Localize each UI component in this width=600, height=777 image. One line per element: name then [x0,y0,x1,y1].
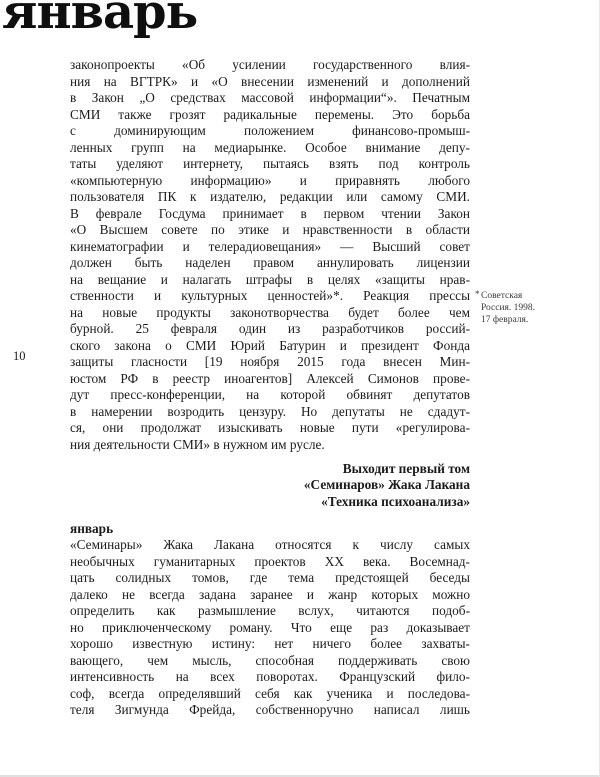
footnote-margin-note [475,289,569,326]
text-line: ственности и культурных ценностей»*. Реакция прессы [70,288,470,303]
month-subheading: январь [70,520,114,536]
text-line: «компьютерную информацию» и приравнять любого [70,172,470,188]
text-line: должен быть наделен правом аннулировать лицензии [70,255,470,270]
caption-line: «Техника психоанализа» [321,493,470,509]
text-line: законопроекты «Об усилении государственного влия- [70,57,470,72]
text-line: с доминирующим положением финансово-промыш- [70,123,470,138]
text-line: хорошо известную истину: нет ничего более захваты- [70,636,470,652]
text-line: таты уделяют интернету, пытаясь взять под контроль [70,156,470,171]
text-line: далеко не всегда задана заранее и жанр которых можно [70,586,470,602]
text-line: ского закона о СМИ Юрий Батурин и президент Фонда [70,337,470,353]
text-line: бурной. 25 февраля один из разработчиков россий- [70,321,470,336]
text-line: в Закон „О средствах массовой информации“». Печатным [70,90,470,105]
text-line: теля Зигмунда Фрейда, собственноручно написал лишь [70,702,470,718]
text-column [70,57,470,719]
text-line: В феврале Госдума принимает в первом чтении Закон [70,205,470,221]
text-line: защиты гласности [19 ноября 2015 года внесен Мин- [70,354,470,369]
text-line: интенсивность на всех поворотах. Французский фило- [70,669,470,685]
page-number: 10 [13,349,26,363]
text-line: дут пресс-конференции, на которой обвинят депутатов [70,387,470,402]
text-line: ния деятельности СМИ» в нужном им русле. [70,436,325,452]
margin-note-line: Россия. 1998. [481,302,536,313]
caption-line: «Семинаров» Жака Лакана [303,477,470,493]
paragraph-body [70,537,470,719]
chapter-title: январь [2,0,198,40]
text-line: «О Высшем совете по этике и нравственности в области [70,222,470,237]
text-line: кинематографии и телерадиовещания» — Высший совет [70,238,470,254]
footnote-marker: * [475,289,480,299]
text-line: необычных гуманитарных проектов XX века. Восемнад- [70,553,470,569]
margin-note-line: Советская [481,291,523,301]
margin-note-line: 17 февраля. [481,314,529,325]
paragraph-body [70,57,470,453]
text-line: цать солидных томов, где тема предстоящей беседы [70,570,470,586]
caption-line: Выходит первый том [342,461,470,476]
text-line: на вещание и налагать штрафы в целях «защиты нрав- [70,271,470,287]
event-caption [70,461,470,510]
text-line: в намерении возродить цензуру. Но депутаты не сдадут- [70,403,470,419]
text-line: ся, они продолжат изыскивать новые пути «регулирова- [70,420,470,435]
text-line: юстом РФ в реестр иноагентов] Алексей Симонов прове- [70,370,470,386]
text-line: «Семинары» Жака Лакана относятся к числу самых [70,537,470,553]
text-line: ленных групп на медиарынке. Особое внимание депу- [70,139,470,155]
text-line: на новые продукты законотворчества будет более чем [70,304,470,320]
text-line: определить как размышление вслух, читаются подоб- [70,603,470,619]
text-line: но приключенческому роману. Что еще раз доказывает [70,619,470,635]
text-line: вающего, чем мысль, способная поддерживать свою [70,652,470,668]
text-line: соф, всегда определявший себя как ученика и последова- [70,685,470,701]
text-line: СМИ также грозят радикальные перемены. Это борьба [70,106,470,122]
text-line: пользователя ПК к издателю, редакции или самому СМИ. [70,189,470,204]
text-line: ния на ВГТРК» и «О внесении изменений и дополнений [70,73,470,89]
